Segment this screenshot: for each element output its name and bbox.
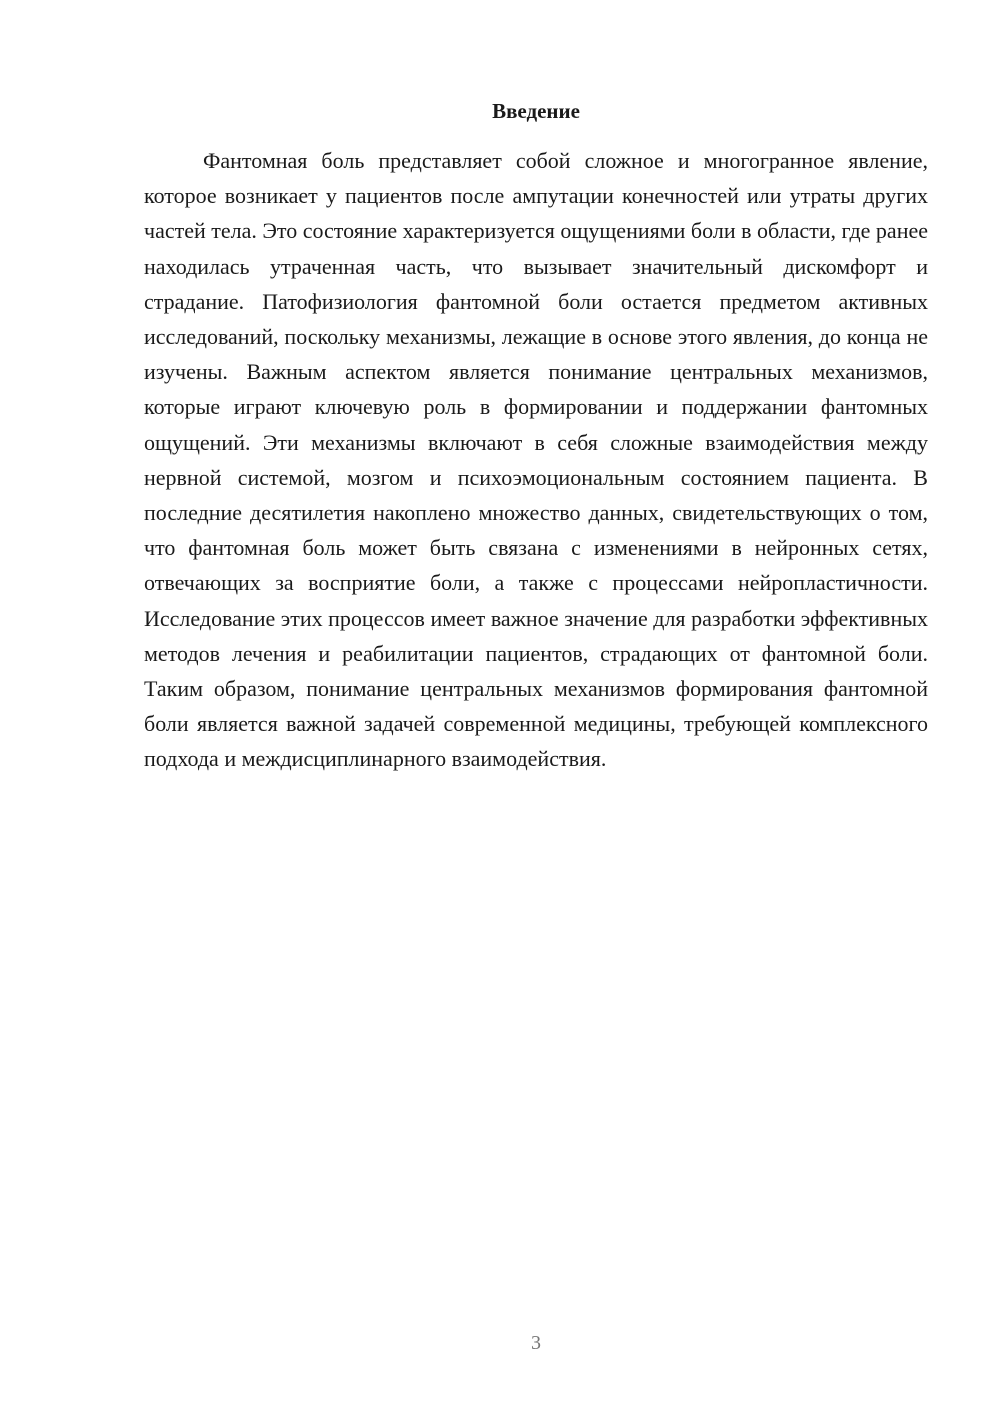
page-number: 3 [531,1332,541,1354]
body-paragraph: Фантомная боль представляет собой сложное и многогранное явление, которое возникает у пациентов после ампутации конечностей или утраты других частей тела. Это состояние характеризуется ощущениями боли в области, где ранее находилась утраченная часть, что вызывает значительный дискомфорт и страдание. Патофизиология фантомной боли остается предметом активных исследований, поскольку механизмы, лежащие в основе этого явления, до конца не изучены. Важным аспектом является понимание центральных механизмов, которые играют ключевую роль в формировании и поддержании фантомных ощущений. Эти механизмы включают в себя сложные взаимодействия между нервной системой, мозгом и психоэмоциональным состоянием пациента. В последние десятилетия накоплено множество данных, свидетельствующих о том, что фантомная боль может быть связана с изменениями в нейронных сетях, отвечающих за восприятие боли, а также с процессами нейропластичности. Исследование этих процессов имеет важное значение для разработки эффективных методов лечения и реабилитации пациентов, страдающих от фантомной боли. Таким образом, понимание центральных механизмов формирования фантомной боли является важной задачей современной медицины, требующей комплексного подхода и междисциплинарного взаимодействия. [144,148,928,772]
section-heading: Введение [492,99,580,123]
